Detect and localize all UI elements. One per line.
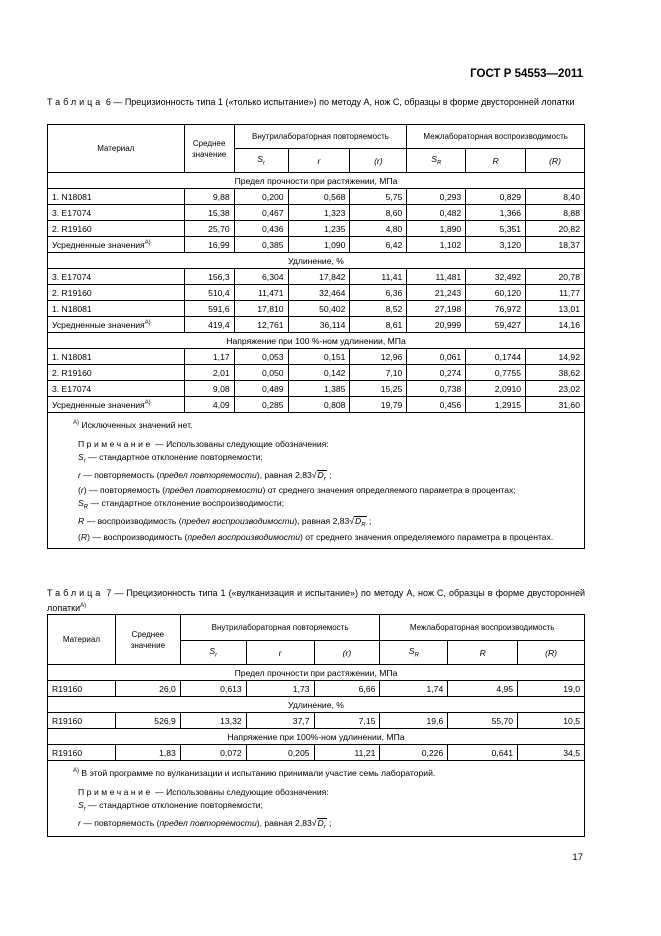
material-cell: 2. R19160 — [48, 365, 185, 381]
group-title-row — [48, 173, 585, 189]
value-cell: 36,114 — [288, 317, 350, 333]
value-cell: 60,120 — [466, 285, 526, 301]
value-cell: 5,351 — [466, 221, 526, 237]
t7-sym-r: r — [246, 641, 314, 665]
value-cell: 2,01 — [184, 365, 234, 381]
value-cell: 6,42 — [350, 237, 407, 253]
table-row — [48, 269, 585, 285]
value-cell: 0,226 — [380, 745, 448, 761]
value-cell: 0,385 — [234, 237, 288, 253]
value-cell: 0,738 — [407, 381, 466, 397]
material-cell: R19160 — [48, 745, 116, 761]
value-cell: 32,464 — [288, 285, 350, 301]
group-title: Предел прочности при растяжении, МПа — [48, 173, 585, 189]
value-cell: 25,70 — [184, 221, 234, 237]
t6-header-repeatability: Внутрилабораторная повторяемость — [234, 125, 407, 149]
value-cell: 0,568 — [288, 189, 350, 205]
table6-caption — [47, 96, 585, 109]
value-cell: 1,17 — [184, 349, 234, 365]
group-title: Напряжение при 100%-ном удлинении, МПа — [48, 729, 585, 745]
t6-note-R: R — воспроизводимость (предел воспроизводимости), равная $2,83√D_R$ ; — [78, 516, 372, 529]
value-cell: 0,1744 — [466, 349, 526, 365]
material-cell: 1. N18081 — [48, 189, 185, 205]
value-cell: 10,5 — [518, 713, 585, 729]
value-cell: 26,0 — [115, 681, 180, 697]
t7-sym-sr: $S_r$ — [180, 641, 246, 665]
value-cell: 0,050 — [234, 365, 288, 381]
value-cell: 0,613 — [180, 681, 246, 697]
value-cell: 1,366 — [466, 205, 526, 221]
value-cell: 11,21 — [314, 745, 380, 761]
value-cell: 1,83 — [115, 745, 180, 761]
material-cell: Усредненные значения$^{A)}$ — [48, 237, 185, 253]
t7-sym-R: R — [448, 641, 518, 665]
t6-header-reproducibility: Межлабораторная воспроизводимость — [407, 125, 585, 149]
table-row — [48, 681, 585, 697]
value-cell: 19,79 — [350, 397, 407, 413]
table-row — [48, 221, 585, 237]
group-title: Удлинение, % — [48, 697, 585, 713]
value-cell: 11,481 — [407, 269, 466, 285]
value-cell: 17,810 — [234, 301, 288, 317]
value-cell: 32,492 — [466, 269, 526, 285]
material-cell: 2. R19160 — [48, 285, 185, 301]
group-title-row — [48, 253, 585, 269]
value-cell: 0,053 — [234, 349, 288, 365]
value-cell: 1,73 — [246, 681, 314, 697]
group-title-row — [48, 333, 585, 349]
value-cell: 0,7755 — [466, 365, 526, 381]
table-row — [48, 237, 585, 253]
material-cell: 3. E17074 — [48, 269, 185, 285]
value-cell: 0,808 — [288, 397, 350, 413]
t7-header-repeatability: Внутрилабораторная повторяемость — [180, 615, 380, 641]
value-cell: 15,38 — [184, 205, 234, 221]
t6-sym-R: R — [466, 149, 526, 173]
table-row — [48, 189, 585, 205]
value-cell: 27,198 — [407, 301, 466, 317]
value-cell: 11,41 — [350, 269, 407, 285]
value-cell: 20,78 — [526, 269, 585, 285]
value-cell: 8,60 — [350, 205, 407, 221]
value-cell: 1,2915 — [466, 397, 526, 413]
value-cell: 14,16 — [526, 317, 585, 333]
value-cell: 21,243 — [407, 285, 466, 301]
value-cell: 4,09 — [184, 397, 234, 413]
value-cell: 0,200 — [234, 189, 288, 205]
t6-header-mean: Среднее значение — [184, 125, 234, 173]
table-row — [48, 205, 585, 221]
value-cell: 17,842 — [288, 269, 350, 285]
value-cell: 19,0 — [518, 681, 585, 697]
t6-sym-sR: $S_R$ — [407, 149, 466, 173]
value-cell: 9,88 — [184, 189, 234, 205]
value-cell: 6,304 — [234, 269, 288, 285]
table6-caption-text: 6 — Прецизионность типа 1 («только испытание») по методу А, нож С, образцы в форме двусторонней лопатки — [105, 97, 575, 107]
value-cell: 0,293 — [407, 189, 466, 205]
value-cell: 6,66 — [314, 681, 380, 697]
group-title-row — [48, 729, 585, 745]
value-cell: 12,761 — [234, 317, 288, 333]
value-cell: 3,120 — [466, 237, 526, 253]
value-cell: 4,80 — [350, 221, 407, 237]
table7-caption-text: 7 — Прецизионность типа 1 («вулканизация и испытание») по методу А, нож С, образцы в форме двусторонней лопатки — [47, 588, 585, 613]
value-cell: 13,01 — [526, 301, 585, 317]
t7-header-reproducibility: Межлабораторная воспроизводимость — [380, 615, 585, 641]
value-cell: 12,96 — [350, 349, 407, 365]
table-row — [48, 745, 585, 761]
table7-caption-sup: A) — [80, 603, 87, 609]
value-cell: 7,10 — [350, 365, 407, 381]
value-cell: 7,15 — [314, 713, 380, 729]
t6-footnote: $^{A)}$ Исключенных значений нет. — [73, 419, 193, 430]
t7-note-intro: Примечание — Использованы следующие обозначения: — [78, 786, 329, 797]
value-cell: 0,641 — [448, 745, 518, 761]
group-title: Предел прочности при растяжении, МПа — [48, 665, 585, 681]
t6-note-intro: Примечание — Использованы следующие обозначения: — [78, 438, 329, 449]
t7-notes — [48, 761, 585, 837]
value-cell: 20,82 — [526, 221, 585, 237]
value-cell: 0,467 — [234, 205, 288, 221]
value-cell: 1,102 — [407, 237, 466, 253]
t7-sym-r-pct: (r) — [314, 641, 380, 665]
material-cell: 2. R19160 — [48, 221, 185, 237]
standard-designation: ГОСТ Р 54553—2011 — [470, 68, 583, 80]
table-row — [48, 285, 585, 301]
value-cell: 0,274 — [407, 365, 466, 381]
value-cell: 55,70 — [448, 713, 518, 729]
material-cell: Усредненные значения$^{A)}$ — [48, 397, 185, 413]
value-cell: 0,061 — [407, 349, 466, 365]
value-cell: 0,482 — [407, 205, 466, 221]
value-cell: 5,75 — [350, 189, 407, 205]
value-cell: 0,489 — [234, 381, 288, 397]
value-cell: 4,95 — [448, 681, 518, 697]
t7-header-material: Материал — [48, 615, 116, 665]
material-cell: R19160 — [48, 681, 116, 697]
table-row — [48, 713, 585, 729]
t7-header-mean: Среднее значение — [115, 615, 180, 665]
value-cell: 20,999 — [407, 317, 466, 333]
material-cell: 1. N18081 — [48, 301, 185, 317]
t7-sym-R-pct: (R) — [518, 641, 585, 665]
t6-note-sr: $S_r$ — стандартное отклонение повторяемости; — [78, 451, 263, 465]
material-cell: R19160 — [48, 713, 116, 729]
group-title: Напряжение при 100 %-ном удлинении, МПа — [48, 333, 585, 349]
value-cell: 11,471 — [234, 285, 288, 301]
material-cell: 3. E17074 — [48, 205, 185, 221]
value-cell: 1,235 — [288, 221, 350, 237]
t7-note-sr: $S_r$ — стандартное отклонение повторяемости; — [78, 799, 263, 813]
group-title-row — [48, 665, 585, 681]
material-cell: Усредненные значения$^{A)}$ — [48, 317, 185, 333]
value-cell: 8,88 — [526, 205, 585, 221]
t7-footnote: $^{A)}$ В этой программе по вулканизации и испытанию принимали участие семь лабораторий. — [73, 767, 436, 778]
value-cell: 15,25 — [350, 381, 407, 397]
t6-header-material: Материал — [48, 125, 185, 173]
value-cell: 31,60 — [526, 397, 585, 413]
value-cell: 1,74 — [380, 681, 448, 697]
value-cell: 76,972 — [466, 301, 526, 317]
value-cell: 0,072 — [180, 745, 246, 761]
t6-note-r: r — повторяемость (предел повторяемости), равная $2,83√D_r$ ; — [78, 469, 332, 483]
table-row — [48, 365, 585, 381]
t6-note-R-pct: (R) — воспроизводимость (предел воспроизводимости) от среднего значения определяемого параметра в процентах. — [78, 531, 554, 542]
value-cell: 8,40 — [526, 189, 585, 205]
t6-note-sR: $S_R$ — стандартное отклонение воспроизводимости; — [78, 498, 285, 512]
value-cell: 9,08 — [184, 381, 234, 397]
table-row — [48, 397, 585, 413]
table-row — [48, 381, 585, 397]
t7-note-r: r — повторяемость (предел повторяемости), равная $2,83√D_r$ ; — [78, 817, 332, 831]
footnote-mark: A) — [144, 239, 151, 246]
material-cell: 3. E17074 — [48, 381, 185, 397]
value-cell: 38,62 — [526, 365, 585, 381]
value-cell: 2,0910 — [466, 381, 526, 397]
value-cell: 0,456 — [407, 397, 466, 413]
table7 — [47, 614, 585, 837]
value-cell: 0,436 — [234, 221, 288, 237]
value-cell: 18,37 — [526, 237, 585, 253]
t7-sym-sR: $S_R$ — [380, 641, 448, 665]
value-cell: 1,890 — [407, 221, 466, 237]
t6-sym-r-pct: (r) — [350, 149, 407, 173]
t6-notes — [48, 413, 585, 549]
footnote-mark: A) — [144, 319, 151, 326]
value-cell: 8,52 — [350, 301, 407, 317]
value-cell: 591,6 — [184, 301, 234, 317]
table7-caption — [47, 587, 585, 615]
value-cell: 13,32 — [180, 713, 246, 729]
value-cell: 1,385 — [288, 381, 350, 397]
table6-caption-word: Таблица — [47, 97, 104, 107]
value-cell: 23,02 — [526, 381, 585, 397]
material-cell: 1. N18081 — [48, 349, 185, 365]
value-cell: 37,7 — [246, 713, 314, 729]
value-cell: 59,427 — [466, 317, 526, 333]
table7-caption-word: Таблица — [47, 588, 104, 598]
value-cell: 8,61 — [350, 317, 407, 333]
value-cell: 16,99 — [184, 237, 234, 253]
t6-note-r-pct: (r) — повторяемость (предел повторяемости) от среднего значения определяемого параметра в процентах; — [78, 485, 516, 496]
table-row — [48, 301, 585, 317]
value-cell: 50,402 — [288, 301, 350, 317]
value-cell: 0,142 — [288, 365, 350, 381]
value-cell: 0,829 — [466, 189, 526, 205]
table-row — [48, 349, 585, 365]
value-cell: 0,285 — [234, 397, 288, 413]
footnote-mark: A) — [144, 399, 151, 406]
value-cell: 14,92 — [526, 349, 585, 365]
value-cell: 510,4 — [184, 285, 234, 301]
t6-sym-r: r — [288, 149, 350, 173]
t6-sym-R-pct: (R) — [526, 149, 585, 173]
group-title: Удлинение, % — [48, 253, 585, 269]
value-cell: 1,090 — [288, 237, 350, 253]
page-number: 17 — [572, 852, 583, 863]
value-cell: 419,4 — [184, 317, 234, 333]
value-cell: 156,3 — [184, 269, 234, 285]
t6-sym-sr: $S_r$ — [234, 149, 288, 173]
value-cell: 0,151 — [288, 349, 350, 365]
group-title-row — [48, 697, 585, 713]
value-cell: 34,5 — [518, 745, 585, 761]
value-cell: 6,36 — [350, 285, 407, 301]
t7-body — [48, 665, 585, 761]
value-cell: 0,205 — [246, 745, 314, 761]
table6 — [47, 124, 585, 549]
value-cell: 11,77 — [526, 285, 585, 301]
value-cell: 526,9 — [115, 713, 180, 729]
value-cell: 1,323 — [288, 205, 350, 221]
t6-body — [48, 173, 585, 413]
table-row — [48, 317, 585, 333]
value-cell: 19,6 — [380, 713, 448, 729]
